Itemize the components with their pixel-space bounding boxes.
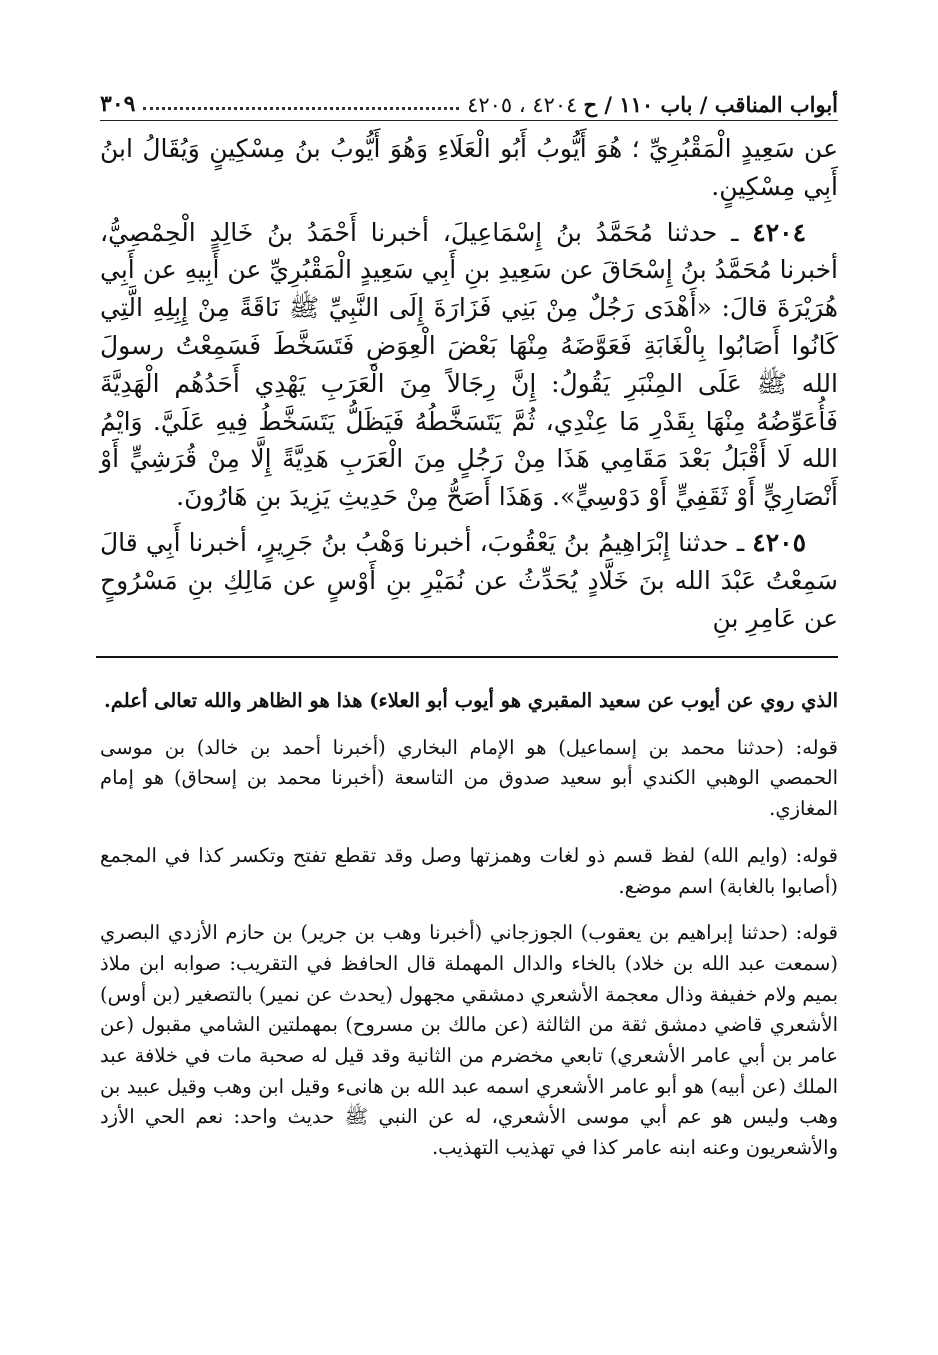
- header-hadith-range: ٤٢٠٤ ، ٤٢٠٥: [467, 93, 578, 117]
- commentary: [100, 686, 838, 1180]
- hadith-matn: «أَهْدَى رَجُلٌ مِنْ بَنِي فَزَارَةَ إِلَى النَّبِيِّ ﷺ نَاقَةً مِنْ إِبِلِهِ الَّتِي كَانُوا أَصَابُوا بِالْغَابَةِ فَعَوَّضَهُ مِنْهَا بَعْضَ الْعِوَضِ فَتَسَخَّطَ فَسَمِعْتُ رسولَ الله ﷺ عَلَى المِنْبَرِ يَقُولُ: إِنَّ رِجَالاً مِنَ الْعَرَبِ يَهْدِي أَحَدُهُم الْهَدِيَّةَ فَأُعَوِّضُهُ مِنْهَا بِقَدْرِ مَا عِنْدِي، ثُمَّ يَتَسَخَّطُهُ فَيَظَلُّ يَتَسَخَّطُ فِيهِ عَلَيَّ. وَايْمُ الله لَا أَقْبَلُ بَعْدَ مَقَامِي هَذَا مِنْ رَجُلٍ مِنَ الْعَرَبِ هَدِيَّةً إِلَّا مِنْ قُرَشِيٍّ أَوْ أَنْصَارِيٍّ أَوْ ثَقَفِيٍّ أَوْ دَوْسِيٍّ».: [100, 293, 838, 512]
- page-number: ٣٠٩: [100, 91, 136, 117]
- hadith-grade: وَهَذَا أَصَحُّ مِنْ حَدِيثِ يَزِيدَ بنِ هَارُونَ.: [176, 482, 545, 512]
- hadith-number: ٤٢٠٥: [752, 527, 806, 557]
- intro-line: عن سَعِيدٍ الْمَقْبُرِيِّ ؛ هُوَ أَيُّوبُ أَبُو الْعَلَاءِ وَهُوَ أَيُّوبُ بنُ مِسْكِينٍ وَيُقَالُ ابنُ أَبِي مِسْكِينٍ.: [100, 134, 838, 201]
- running-header: [100, 82, 838, 121]
- commentary-note: قوله: (حدثنا محمد بن إسماعيل) هو الإمام البخاري (أخبرنا أحمد بن خالد) بن موسى الحمصي الوهبي الكندي أبو سعيد صدوق من التاسعة (أخبرنا محمد بن إسحاق) هو إمام المغازي.: [100, 735, 838, 821]
- hadith-chain: ـ حدثنا مُحَمَّدُ بنُ إِسْمَاعِيلَ، أخبرنا أَحْمَدُ بنُ خَالِدٍ الْحِمْصِيُّ، أخبرنا مُحَمَّدُ بنُ إِسْحَاقَ عن سَعِيدِ بنِ أَبِي سَعِيدٍ الْمَقْبُرِيِّ عن أَبِيهِ عن أَبِي هُرَيْرَةَ قالَ:: [100, 217, 838, 323]
- commentary-note: قوله: (وايم الله) لفظ قسم ذو لغات وهمزتها وصل وقد تقطع تفتح وتكسر كذا في المجمع (أصابوا بالغابة) اسم موضع.: [100, 843, 838, 898]
- commentary-note: قوله: (حدثنا إبراهيم بن يعقوب) الجوزجاني (أخبرنا وهب بن جرير) بن حازم الأزدي البصري (سمعت عبد الله بن خلاد) بالخاء والدال المهملة قال الحافظ في التقريب: صوابه ابن ملاذ بميم ولام خفيفة وذال معجمة الأشعري دمشقي مجهول (يحدث عن نمير) بالتصغير (بن أوس) الأشعري قاضي دمشق ثقة من الثالثة (عن مالك بن مسروح) بمهملتين الشامي مقبول (عن عامر بن أبي عامر الأشعري) تابعي مخضرم من الثانية وقد قيل له صحبة مات في خلافة عبد الملك (عن أبيه) هو أبو عامر الأشعري اسمه عبد الله بن هانىء وقيل ابن وهب وقيل عبيد بن وهب وليس هو عم أبي موسى الأشعري، له عن النبي ﷺ حديث واحد: نعم الحي الأزد والأشعريون وعنه ابنه عامر كذا في تهذيب التهذيب.: [100, 921, 838, 1160]
- main-text: [100, 130, 838, 637]
- commentary-separator: [96, 656, 838, 658]
- hadith-4205: [100, 524, 838, 637]
- hadith-chain: ـ حدثنا إِبْرَاهِيمُ بنُ يَعْقُوبَ، أخبرنا وَهْبُ بنُ جَرِيرٍ، أخبرنا أَبِي قالَ سَمِعْتُ عَبْدَ الله بنَ خَلَّادٍ يُحَدِّثُ عن نُمَيْرِ بنِ أَوْسٍ عن مَالِكِ بنِ مَسْرُوحٍ عن عَامِرِ بنِ: [100, 527, 838, 633]
- hadith-4204: [100, 214, 838, 516]
- commentary-intro: الذي روي عن أيوب عن سعيد المقبري هو أيوب أبو العلاء) هذا هو الظاهر والله تعالى أعلم.: [104, 689, 838, 712]
- header-title: أبواب المناقب / باب ١١٠ / ح: [583, 92, 838, 117]
- header-leader-dots: [143, 107, 459, 110]
- hadith-number: ٤٢٠٤: [752, 217, 806, 247]
